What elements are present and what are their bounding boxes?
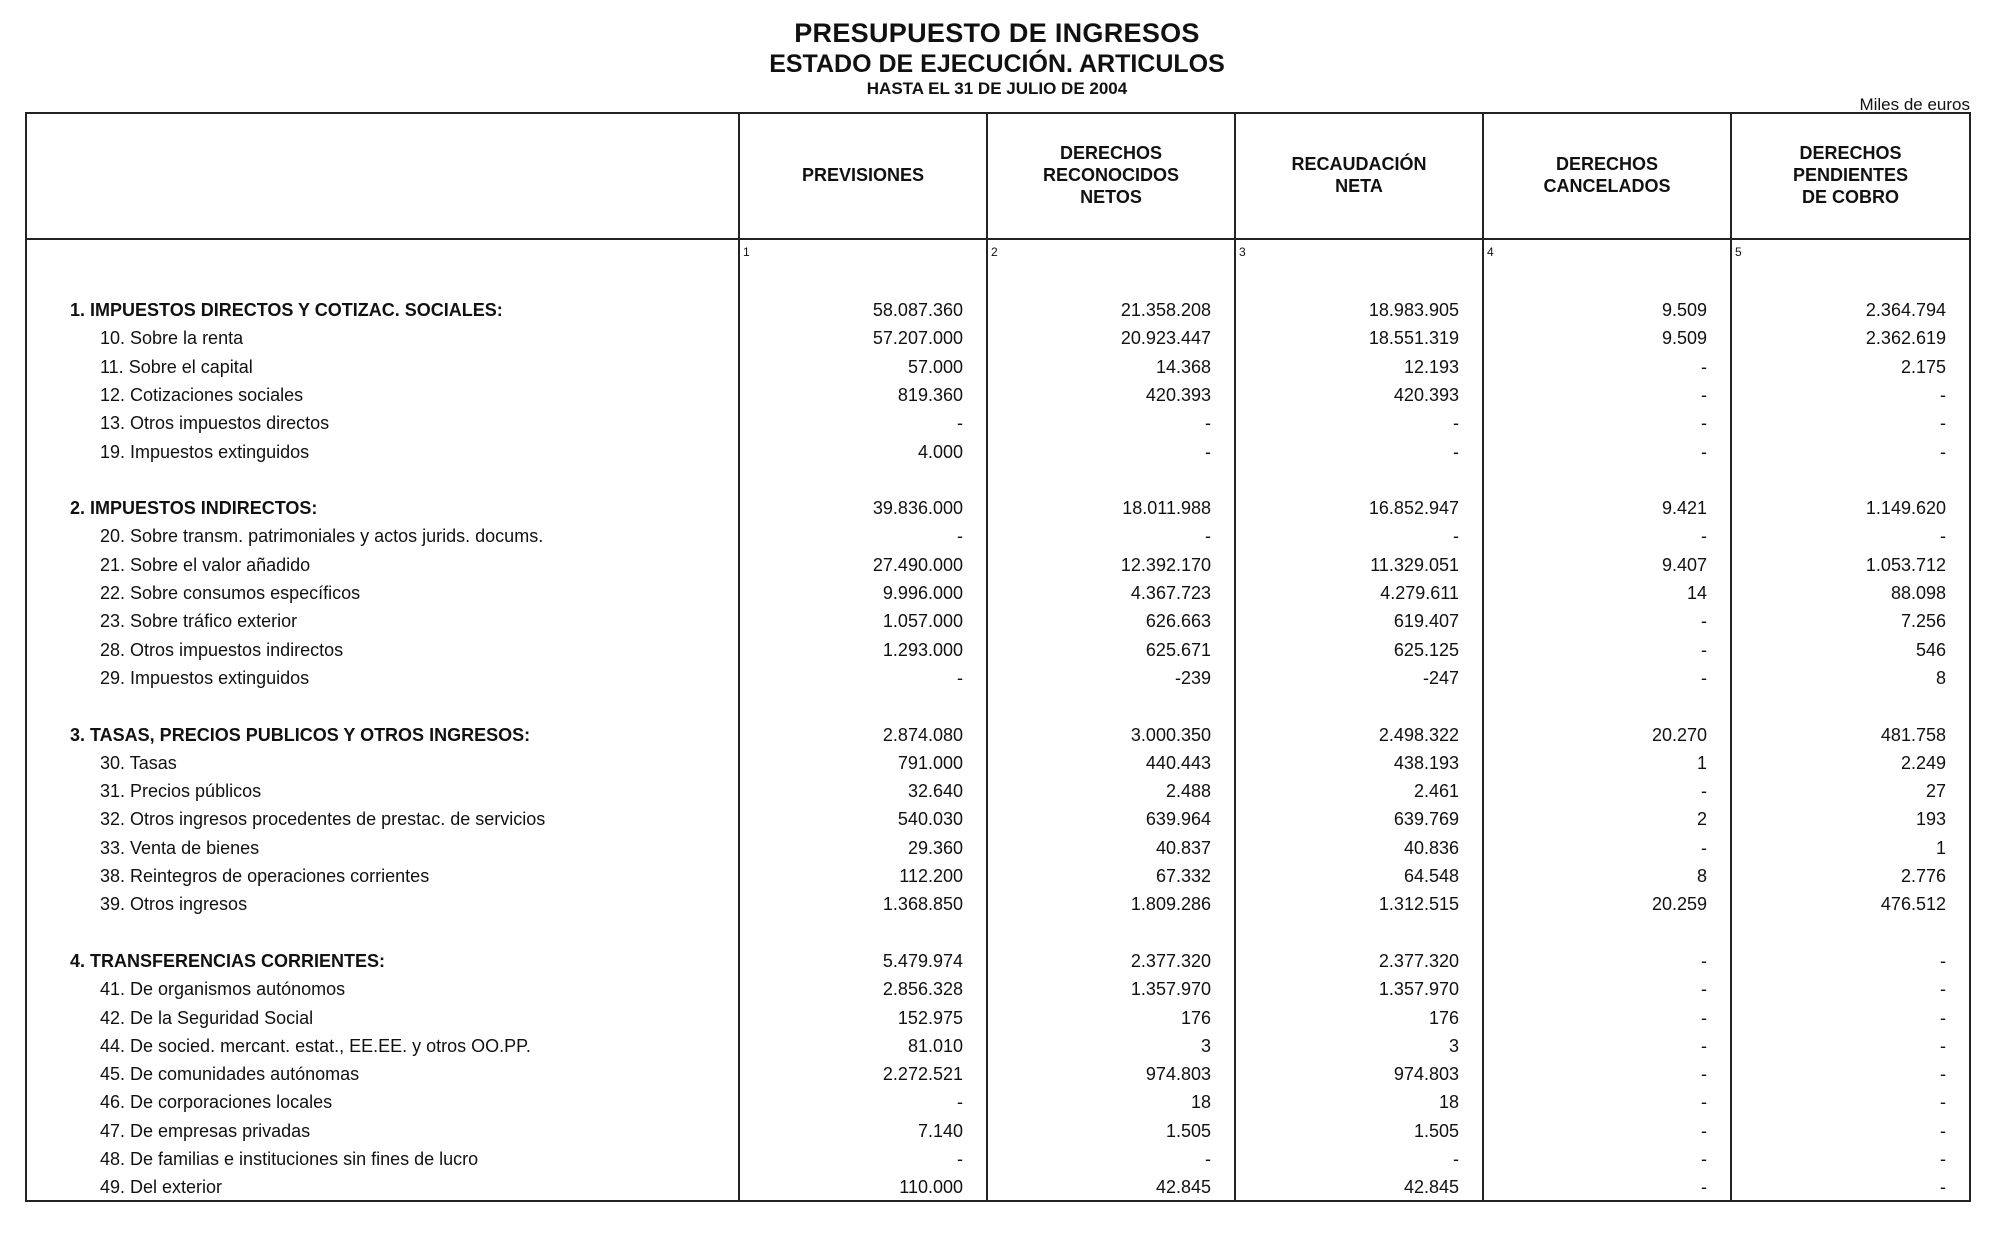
cell-value: - [1453,526,1459,547]
cell-value: 2.272.521 [882,1064,963,1085]
cell-value: 112.200 [899,866,963,886]
table-row [0,664,2000,692]
cell-value: 1.312.515 [1378,894,1459,915]
table-row [0,551,2000,579]
cell-value: 193 [1915,809,1946,830]
cell-value: 18 [1438,1092,1459,1113]
cell-value: 4.367.723 [1130,583,1211,603]
cell-value: 4.279.611 [1380,583,1459,603]
cell-value: 2.377.320 [1378,950,1459,971]
row-label: 48. De familias e instituciones sin fines de lucro [100,1149,479,1169]
table-row [0,777,2000,805]
units-label: Miles de euros [1859,95,1970,114]
cell-value: 2.249 [1900,752,1946,773]
cell-value: - [1701,526,1707,547]
cell-value: - [1940,1007,1946,1028]
column-header: PREVISIONES [801,165,925,185]
cell-value: -239 [1174,667,1211,688]
cell-value: 626.663 [1145,611,1211,632]
cell-value: - [957,413,963,434]
header-divider [25,238,1971,240]
cell-value: 546 [1915,639,1946,660]
row-label: 39. Otros ingresos [100,894,248,915]
cell-value: 1.293.000 [882,639,963,660]
cell-value: 791.000 [897,752,963,773]
cell-value: 1.149.620 [1865,498,1946,519]
row-label: 33. Venta de bienes [100,837,260,858]
cell-value: 9.421 [1661,498,1707,519]
table-row [0,636,2000,664]
row-label: 47. De empresas privadas [100,1120,311,1141]
report-title: PRESUPUESTO DE INGRESOS [794,18,1200,48]
cell-value: - [1940,1035,1946,1056]
row-label: 2. IMPUESTOS INDIRECTOS: [70,498,318,519]
cell-value: 540.030 [897,809,963,830]
report-subtitle: ESTADO DE EJECUCIÓN. ARTICULOS [769,50,1225,78]
row-label: 38. Reintegros de operaciones corrientes [100,866,430,886]
row-label: 28. Otros impuestos indirectos [100,639,344,660]
column-header: RECAUDACIÓN NETA [1291,154,1427,196]
cell-value: 176 [1180,1007,1211,1028]
cell-value: 88.098 [1890,583,1946,603]
cell-value: 2.362.619 [1865,328,1946,349]
cell-value: 29.360 [907,837,963,858]
cell-value: - [1940,526,1946,547]
cell-value: - [1453,441,1459,462]
cell-value: 18.551.319 [1368,328,1459,349]
cell-value: 2.364.794 [1865,300,1946,320]
cell-value: 64.548 [1403,866,1459,886]
cell-value: 420.393 [1145,384,1211,405]
cell-value: 3.000.350 [1130,724,1211,745]
cell-value: - [1701,611,1707,632]
cell-value: 440.443 [1145,752,1211,773]
cell-value: 2.776 [1900,866,1946,886]
cell-value: 12.193 [1403,356,1459,377]
cell-value: 639.769 [1393,809,1459,830]
cell-value: - [1940,413,1946,434]
column-number: 1 [743,245,750,259]
cell-value: 12.392.170 [1120,554,1211,575]
cell-value: - [1205,526,1211,547]
cell-value: 7.256 [1900,611,1946,632]
cell-value: 1.057.000 [882,611,963,632]
cell-value: 974.803 [1145,1064,1211,1085]
cell-value: - [1701,1007,1707,1028]
cell-value: 625.671 [1145,639,1211,660]
cell-value: 21.358.208 [1120,300,1211,320]
table-row [0,522,2000,550]
cell-value: - [1453,1149,1459,1169]
cell-value: 57.207.000 [872,328,963,349]
group-row [0,947,2000,975]
cell-value: 476.512 [1880,894,1946,915]
cell-value: 39.836.000 [872,498,963,519]
cell-value: 1 [1696,752,1707,773]
cell-value: 9.509 [1661,300,1707,320]
column-number: 4 [1487,245,1494,259]
row-label: 46. De corporaciones locales [100,1092,333,1113]
row-label: 41. De organismos autónomos [100,979,346,1000]
row-label: 31. Precios públicos [100,781,262,802]
cell-value: - [957,1092,963,1113]
cell-value: 2.874.080 [882,724,963,745]
cell-value: 2.856.328 [882,979,963,1000]
cell-value: 67.332 [1155,866,1211,886]
cell-value: - [1940,1120,1946,1141]
cell-value: 2.488 [1165,781,1211,802]
group-row [0,296,2000,324]
cell-value: - [957,1149,963,1169]
group-row [0,494,2000,522]
table-row [0,381,2000,409]
cell-value: - [1940,1177,1946,1198]
cell-value: 1.368.850 [882,894,963,915]
cell-value: 57.000 [907,356,963,377]
cell-value: 18.983.905 [1368,300,1459,320]
row-label: 49. Del exterior [100,1177,223,1198]
table-row [0,975,2000,1003]
table-row [0,409,2000,437]
cell-value: - [1701,1120,1707,1141]
cell-value: - [1940,1092,1946,1113]
cell-value: 32.640 [907,781,963,802]
cell-value: 20.270 [1651,724,1707,745]
table-row [0,1117,2000,1145]
cell-value: - [1701,1035,1707,1056]
table-row [0,1004,2000,1032]
cell-value: 42.845 [1403,1177,1459,1198]
table-row [0,749,2000,777]
cell-value: 1 [1935,837,1946,858]
column-header: DERECHOS CANCELADOS [1543,154,1671,196]
cell-value: 20.259 [1651,894,1707,915]
cell-value: 420.393 [1393,384,1459,405]
column-number: 5 [1735,245,1742,259]
cell-value: 9.407 [1661,554,1707,575]
row-label: 20. Sobre transm. patrimoniales y actos jurids. docums. [100,526,544,547]
cell-value: 2.498.322 [1378,724,1459,745]
cell-value: 27 [1925,781,1946,802]
cell-value: - [1940,950,1946,971]
row-label: 4. TRANSFERENCIAS CORRIENTES: [70,950,386,971]
cell-value: 2.175 [1900,356,1946,377]
row-label: 13. Otros impuestos directos [100,413,330,434]
cell-value: 481.758 [1880,724,1946,745]
cell-value: - [1940,1149,1946,1169]
cell-value: 11.329.051 [1370,554,1459,575]
row-label: 11. Sobre el capital [100,356,253,377]
cell-value: - [957,526,963,547]
cell-value: 974.803 [1393,1064,1459,1085]
cell-value: - [1940,441,1946,462]
cell-value: 14.368 [1155,356,1211,377]
table-row [0,324,2000,352]
cell-value: 16.852.947 [1368,498,1459,519]
table-row [0,834,2000,862]
cell-value: 14 [1686,583,1707,603]
cell-value: 9.509 [1661,328,1707,349]
cell-value: - [1940,1064,1946,1085]
cell-value: - [1701,639,1707,660]
cell-value: 2.461 [1413,781,1459,802]
cell-value: 40.836 [1403,837,1459,858]
cell-value: 152.975 [897,1007,963,1028]
row-label: 12. Cotizaciones sociales [100,384,304,405]
cell-value: 1.505 [1413,1120,1459,1141]
cell-value: - [1205,1149,1211,1169]
column-number: 3 [1239,245,1246,259]
row-label: 30. Tasas [100,752,177,773]
group-row [0,721,2000,749]
table-row [0,579,2000,607]
cell-value: - [1701,667,1707,688]
cell-value: 639.964 [1145,809,1211,830]
cell-value: - [1205,413,1211,434]
cell-value: - [1940,384,1946,405]
cell-value: 1.053.712 [1865,554,1946,575]
cell-value: - [1701,441,1707,462]
cell-value: 110.000 [899,1177,963,1198]
column-header: DERECHOS PENDIENTES DE COBRO [1792,143,1909,207]
row-label: 45. De comunidades autónomas [100,1064,360,1085]
cell-value: 1.357.970 [1378,979,1459,1000]
cell-value: 619.407 [1393,611,1459,632]
row-label: 42. De la Seguridad Social [100,1007,314,1028]
table-row [0,862,2000,890]
cell-value: 819.360 [897,384,963,405]
report-date: HASTA EL 31 DE JULIO DE 2004 [866,79,1128,98]
cell-value: - [1205,441,1211,462]
cell-value: 81.010 [907,1035,963,1056]
cell-value: 27.490.000 [872,554,963,575]
cell-value: 3 [1448,1035,1459,1056]
cell-value: 20.923.447 [1120,328,1211,349]
cell-value: 3 [1200,1035,1211,1056]
cell-value: 438.193 [1393,752,1459,773]
cell-value: 2.377.320 [1130,950,1211,971]
row-label: 1. IMPUESTOS DIRECTOS Y COTIZAC. SOCIALES: [70,300,503,320]
cell-value: 1.357.970 [1130,979,1211,1000]
cell-value: - [957,667,963,688]
table-row [0,353,2000,381]
cell-value: 625.125 [1393,639,1459,660]
table-row [0,805,2000,833]
cell-value: 8 [1935,667,1946,688]
cell-value: - [1701,1177,1707,1198]
cell-value: - [1940,979,1946,1000]
table-row [0,1032,2000,1060]
table-row [0,438,2000,466]
row-label: 10. Sobre la renta [100,328,244,349]
cell-value: -247 [1422,667,1459,688]
cell-value: - [1701,979,1707,1000]
cell-value: 18.011.988 [1122,498,1211,519]
cell-value: 1.809.286 [1130,894,1211,915]
row-label: 3. TASAS, PRECIOS PUBLICOS Y OTROS INGRESOS: [70,724,531,745]
cell-value: - [1701,781,1707,802]
cell-value: - [1701,950,1707,971]
column-number: 2 [991,245,998,259]
cell-value: - [1701,1064,1707,1085]
report-header [0,18,2000,99]
cell-value: 40.837 [1155,837,1211,858]
cell-value: - [1701,837,1707,858]
cell-value: - [1701,384,1707,405]
row-label: 32. Otros ingresos procedentes de prestac. de servicios [100,809,546,830]
row-label: 22. Sobre consumos específicos [100,583,361,603]
table-row [0,607,2000,635]
cell-value: 42.845 [1155,1177,1211,1198]
table-row [0,1145,2000,1173]
cell-value: 58.087.360 [872,300,963,320]
row-label: 19. Impuestos extinguidos [100,441,310,462]
column-header: DERECHOS RECONOCIDOS NETOS [1042,143,1179,207]
cell-value: - [1701,413,1707,434]
row-label: 44. De socied. mercant. estat., EE.EE. y otros OO.PP. [100,1035,531,1056]
cell-value: 7.140 [917,1120,963,1141]
cell-value: - [1453,413,1459,434]
table-row [0,1060,2000,1088]
row-label: 29. Impuestos extinguidos [100,667,310,688]
cell-value: 5.479.974 [882,950,963,971]
row-label: 21. Sobre el valor añadido [100,554,311,575]
table-row [0,890,2000,918]
cell-value: 1.505 [1165,1120,1211,1141]
cell-value: 176 [1428,1007,1459,1028]
table-row [0,1173,2000,1201]
cell-value: 8 [1696,866,1707,886]
cell-value: - [1701,356,1707,377]
table-row [0,1088,2000,1116]
row-label: 23. Sobre tráfico exterior [100,611,298,632]
cell-value: - [1701,1092,1707,1113]
cell-value: 9.996.000 [882,583,963,603]
cell-value: 18 [1190,1092,1211,1113]
cell-value: - [1701,1149,1707,1169]
cell-value: 4.000 [917,441,963,462]
cell-value: 2 [1696,809,1707,830]
